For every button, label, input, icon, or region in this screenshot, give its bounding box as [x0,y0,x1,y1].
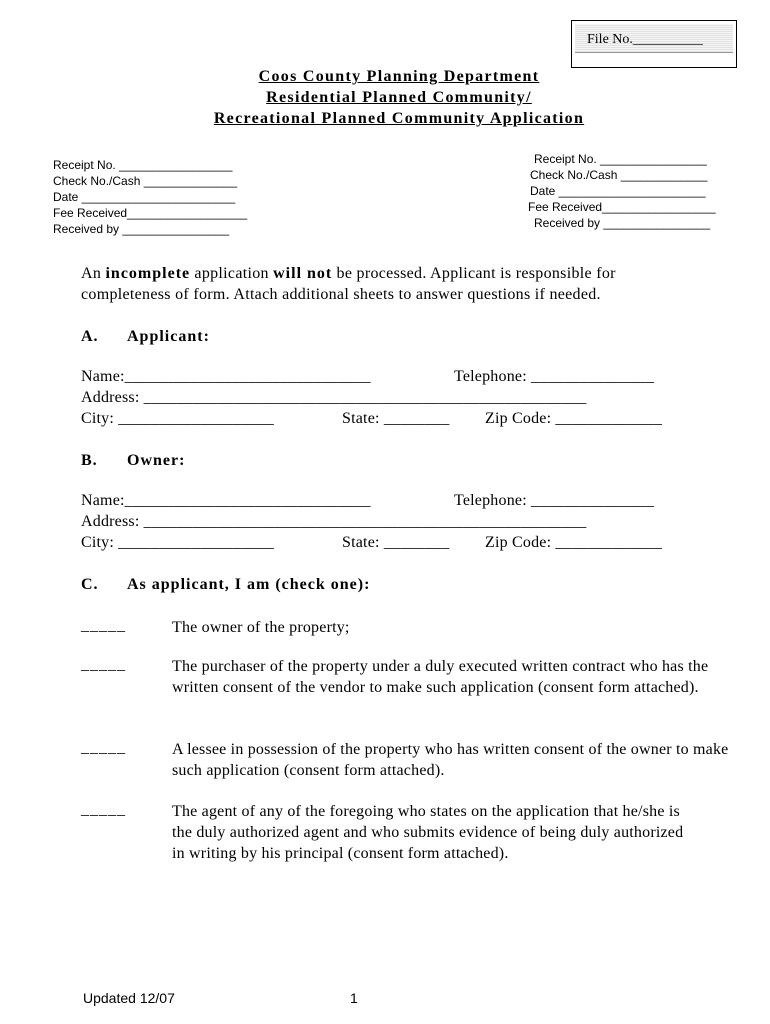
intro-text: be processed. Applicant is responsible for [332,265,616,282]
fee-received-left: Fee Received__________________ [53,206,248,220]
receipt-no-left: Receipt No. _________________ [53,158,233,172]
owner-name-field[interactable]: Name:______________________________ [81,492,371,509]
received-by-left: Received by ________________ [53,222,230,236]
owner-state-field[interactable]: State: ________ [342,534,450,551]
check-no-right: Check No./Cash _____________ [530,168,708,182]
intro-text: An [81,265,106,282]
section-c-letter: C. [81,576,99,593]
receipt-block-left [53,157,247,237]
intro-bold-will-not: will not [273,265,333,282]
file-number-box [571,20,737,68]
applicant-name-field[interactable]: Name:______________________________ [81,368,371,385]
section-c-title: As applicant, I am (check one): [127,576,371,593]
section-b-title: Owner: [127,452,186,469]
footer-updated: Updated 12/07 [83,990,175,1006]
intro-text: application [190,265,274,282]
receipt-no-right: Receipt No. ________________ [534,152,707,166]
form-title-line-2: Recreational Planned Community Application [213,110,585,127]
received-by-right: Received by ________________ [534,216,711,230]
option-lessee-text: A lessee in possession of the property who has written consent of the owner to make such application (consent form attached). [172,741,729,779]
section-a-letter: A. [81,328,99,345]
applicant-city-field[interactable]: City: ___________________ [81,410,275,427]
date-left: Date _______________________ [53,190,236,204]
option-owner-checkbox[interactable]: _____ [81,617,126,634]
option-purchaser-checkbox[interactable]: _____ [81,656,126,673]
fee-received-right: Fee Received_________________ [528,200,716,214]
owner-address-field[interactable]: Address: ______________________________________________________ [81,513,587,530]
date-right: Date ______________________ [530,184,706,198]
intro-line-1 [81,265,616,283]
owner-zip-field[interactable]: Zip Code: _____________ [485,534,663,551]
intro-line-2: completeness of form. Attach additional sheets to answer questions if needed. [81,286,601,303]
section-a-title: Applicant: [127,328,210,345]
option-agent-text: The agent of any of the foregoing who states on the application that he/she is the duly authorized agent and who submits evidence of being duly authorized in writing by his principal (consent form attached). [172,803,684,862]
department-title: Coos County Planning Department [258,68,540,85]
option-owner-text: The owner of the property; [172,619,350,636]
applicant-zip-field[interactable]: Zip Code: _____________ [485,410,663,427]
section-b-letter: B. [81,452,98,469]
applicant-state-field[interactable]: State: ________ [342,410,450,427]
applicant-address-field[interactable]: Address: ______________________________________________________ [81,389,587,406]
check-no-left: Check No./Cash ______________ [53,174,238,188]
intro-bold-incomplete: incomplete [105,265,191,282]
page-number: 1 [350,990,358,1006]
option-lessee-checkbox[interactable]: _____ [81,739,126,756]
option-purchaser-text: The purchaser of the property under a duly executed written contract who has the written consent of the vendor to make such application (consent form attached). [172,658,709,696]
receipt-block-right [528,151,716,231]
owner-city-field[interactable]: City: ___________________ [81,534,275,551]
option-agent-checkbox[interactable]: _____ [81,801,126,818]
form-title-line-1: Residential Planned Community/ [266,89,532,106]
file-number-field[interactable] [575,24,733,53]
file-number-label: File No.__________ [587,32,703,47]
owner-telephone-field[interactable]: Telephone: _______________ [454,492,655,509]
applicant-telephone-field[interactable]: Telephone: _______________ [454,368,655,385]
